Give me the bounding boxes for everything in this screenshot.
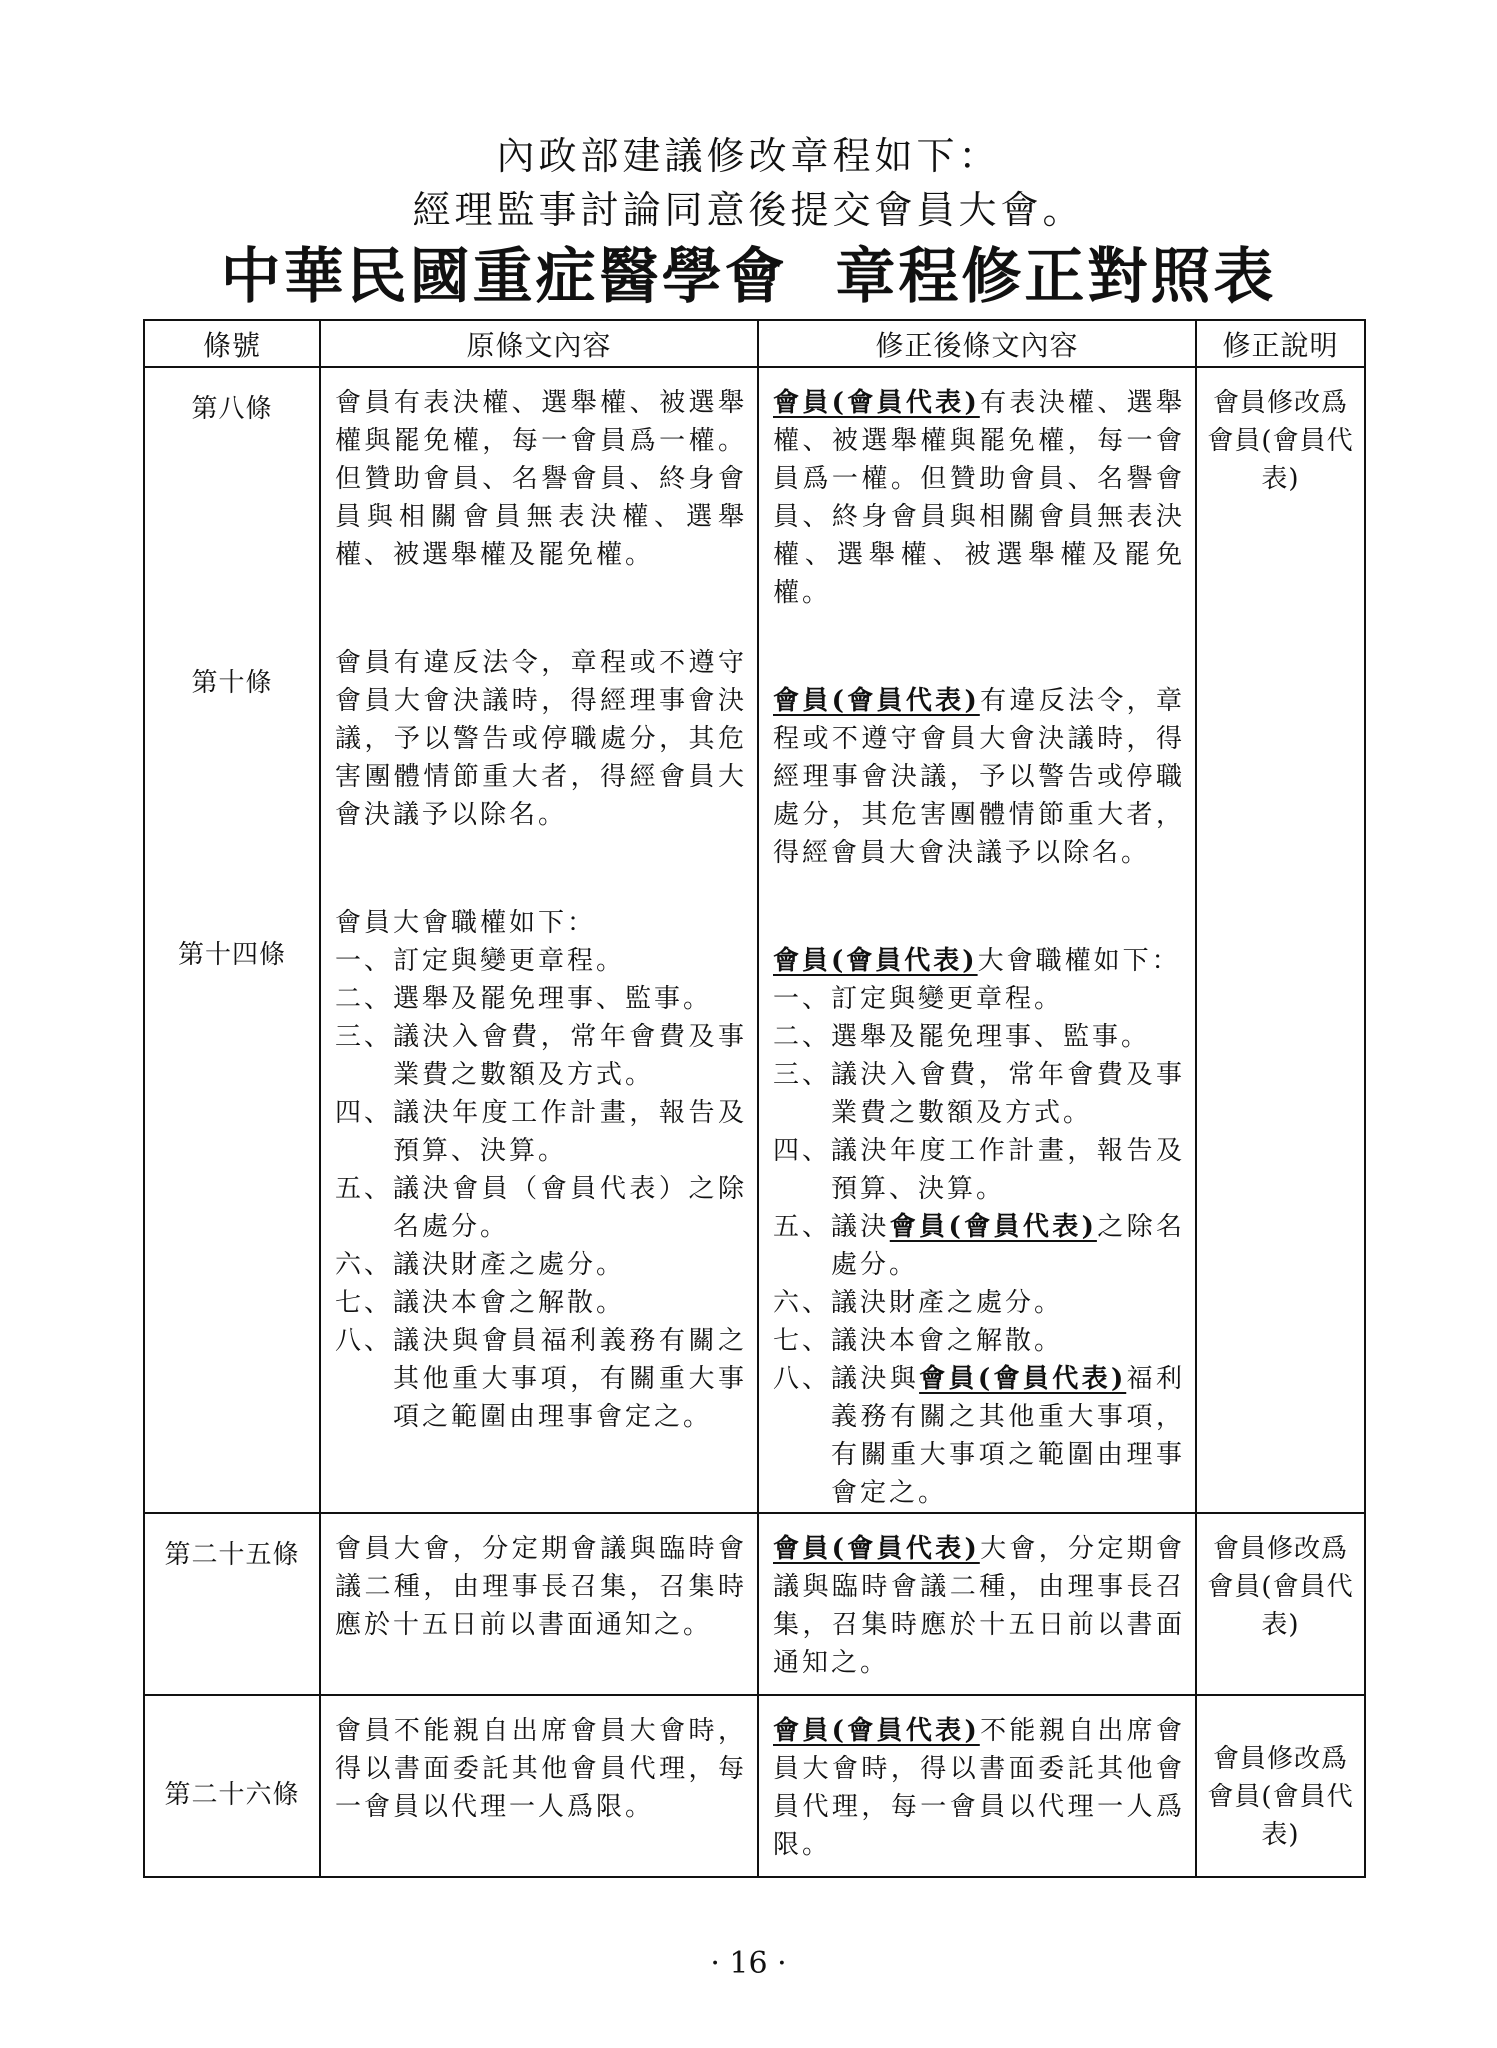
article-label-8: 第八條	[191, 394, 273, 424]
table-row	[144, 367, 1365, 1513]
list-item-text-pre: 訂定與變更章程。	[831, 984, 1064, 1014]
original-text-25: 會員大會，分定期會議與臨時會議二種，由理事長召集，召集時應於十五日前以書面通知之。	[335, 1534, 747, 1640]
revised-emphasis: 會員(會員代表)	[773, 388, 980, 418]
list-item-text	[831, 1208, 1185, 1284]
original-14-list	[335, 942, 747, 1436]
article-cell	[144, 367, 320, 1513]
list-item-text	[831, 1018, 1185, 1056]
column-header-original: 原條文內容	[320, 320, 758, 367]
list-item	[335, 980, 747, 1018]
list-item	[335, 942, 747, 980]
note-cell	[1196, 1695, 1365, 1877]
list-item-text: 訂定與變更章程。	[393, 946, 626, 976]
list-item	[335, 1284, 747, 1322]
original-text-14	[321, 888, 757, 1436]
list-item-number: 四、	[773, 1136, 832, 1166]
revised-emphasis: 會員(會員代表)	[919, 1364, 1127, 1394]
list-item	[773, 980, 1185, 1018]
list-item-number: 五、	[335, 1174, 394, 1204]
column-header-revised: 修正後條文內容	[758, 320, 1196, 367]
list-item-number: 五、	[773, 1212, 832, 1242]
list-item	[335, 1170, 747, 1246]
revised-text-body: 大會，分定期會議與臨時會議二種，由理事長召集，召集時應於十五日前以書面通知之。	[773, 1534, 1185, 1678]
list-item-number: 八、	[335, 1326, 394, 1356]
article-label-14: 第十四條	[177, 940, 286, 970]
note-text-8: 會員修改爲會員(會員代表)	[1207, 388, 1354, 494]
revised-emphasis: 會員(會員代表)	[773, 686, 980, 716]
list-item-text-pre: 議決	[831, 1212, 890, 1242]
original-text-8: 會員有表決權、選舉權、被選舉權與罷免權，每一會員爲一權。但贊助會員、名譽會員、終身會員與相關會員無表決權、選舉權、被選舉權及罷免權。	[335, 388, 747, 570]
list-item-number: 二、	[773, 1022, 832, 1052]
revised-text-body: 不能親自出席會員大會時，得以書面委託其他會員代理，每一會員以代理一人爲限。	[773, 1716, 1185, 1860]
revised-emphasis: 會員(會員代表)	[773, 1716, 980, 1746]
list-item-text	[831, 1056, 1185, 1132]
comparison-table	[143, 319, 1366, 1878]
list-item	[773, 1208, 1185, 1284]
list-item-text-pre: 議決與	[831, 1364, 920, 1394]
article-cell	[144, 1695, 320, 1877]
revised-text-8	[759, 368, 1195, 612]
original-text-10: 會員有違反法令，章程或不遵守會員大會決議時，得經理事會決議，予以警告或停職處分，其危害團體情節重大者，得經會員大會決議予以除名。	[335, 648, 747, 830]
list-item-text-pre: 議決入會費，常年會費及事業費之數額及方式。	[831, 1060, 1185, 1128]
list-item-text-pre: 議決財產之處分。	[831, 1288, 1064, 1318]
revised-text-body: 有違反法令，章程或不遵守會員大會決議時，得經理事會決議，予以警告或停職處分，其危害團體情節重大者，得經會員大會決議予以除名。	[773, 686, 1185, 868]
revised-emphasis: 會員(會員代表)	[773, 1534, 980, 1564]
list-item-text	[831, 1360, 1185, 1512]
list-item	[335, 1322, 747, 1436]
list-item-text	[831, 1132, 1185, 1208]
column-header-note: 修正說明	[1196, 320, 1365, 367]
list-item-number: 一、	[335, 946, 394, 976]
list-item	[773, 1284, 1185, 1322]
list-item-number: 三、	[335, 1022, 394, 1052]
list-item	[335, 1018, 747, 1094]
table-row	[144, 1513, 1365, 1695]
article-label-26: 第二十六條	[164, 1780, 300, 1810]
list-item-text: 議決本會之解散。	[393, 1288, 626, 1318]
revised-text-body: 大會職權如下：	[977, 946, 1181, 976]
list-item-number: 七、	[335, 1288, 394, 1318]
revised-text-25	[759, 1514, 1195, 1682]
list-item-number: 一、	[773, 984, 832, 1014]
table-header-row	[144, 320, 1365, 367]
list-item-text-pre: 議決本會之解散。	[831, 1326, 1064, 1356]
list-item-number: 七、	[773, 1326, 832, 1356]
note-text-25: 會員修改爲會員(會員代表)	[1207, 1534, 1354, 1640]
list-item-text-post: 之除名處分。	[831, 1212, 1185, 1280]
note-text-26: 會員修改爲會員(會員代表)	[1207, 1744, 1354, 1850]
column-header-article: 條號	[144, 320, 320, 367]
subtitle-board-approval: 經理監事討論同意後提交會員大會。	[412, 188, 1085, 232]
document-title: 中華民國重症醫學會 章程修正對照表	[220, 242, 1277, 312]
revised-text-10	[759, 666, 1195, 872]
table-row	[144, 1695, 1365, 1877]
revised-14-list	[773, 980, 1185, 1512]
list-item-text: 議決入會費，常年會費及事業費之數額及方式。	[393, 1022, 747, 1090]
list-item	[773, 1322, 1185, 1360]
list-item-text	[831, 980, 1185, 1018]
list-item-number: 八、	[773, 1364, 832, 1394]
revised-text-body: 有表決權、選舉權、被選舉權與罷免權，每一會員爲一權。但贊助會員、名譽會員、終身會員與相關會員無表決權、選舉權、被選舉權及罷免權。	[773, 388, 1185, 608]
list-item-number: 六、	[335, 1250, 394, 1280]
revised-emphasis: 會員(會員代表)	[773, 946, 978, 976]
revised-emphasis: 會員(會員代表)	[889, 1212, 1097, 1242]
list-item-text	[831, 1322, 1185, 1360]
revised-text-cell	[758, 1695, 1196, 1877]
list-item-number: 六、	[773, 1288, 832, 1318]
original-14-intro: 會員大會職權如下：	[335, 908, 597, 938]
note-cell	[1196, 367, 1365, 1513]
list-item-number: 四、	[335, 1098, 394, 1128]
list-item-text-pre: 選舉及罷免理事、監事。	[831, 1022, 1151, 1052]
list-item-text-post: 福利義務有關之其他重大事項，有關重大事項之範圍由理事會定之。	[831, 1364, 1185, 1508]
revised-text-cell	[758, 1513, 1196, 1695]
list-item-text: 選舉及罷免理事、監事。	[393, 984, 713, 1014]
revised-14-intro	[773, 942, 1185, 980]
list-item-number: 三、	[773, 1060, 832, 1090]
subtitle-ministry-suggestion: 內政部建議修改章程如下：	[496, 134, 1001, 178]
note-cell	[1196, 1513, 1365, 1695]
revised-text-26	[759, 1696, 1195, 1864]
original-text-cell	[320, 1513, 758, 1695]
list-item-text: 議決會員（會員代表）之除名處分。	[393, 1174, 747, 1242]
revised-text-cell	[758, 367, 1196, 1513]
original-text-cell	[320, 1695, 758, 1877]
list-item	[335, 1094, 747, 1170]
article-label-25: 第二十五條	[164, 1540, 300, 1570]
list-item	[773, 1360, 1185, 1512]
article-label-10: 第十條	[191, 668, 273, 698]
list-item	[773, 1132, 1185, 1208]
list-item-text: 議決與會員福利義務有關之其他重大事項，有關重大事項之範圍由理事會定之。	[393, 1326, 747, 1432]
page-number: · 16 ·	[710, 1946, 787, 1981]
list-item	[335, 1246, 747, 1284]
list-item	[773, 1056, 1185, 1132]
original-text-26: 會員不能親自出席會員大會時，得以書面委託其他會員代理，每一會員以代理一人爲限。	[335, 1716, 747, 1822]
list-item	[773, 1018, 1185, 1056]
revised-text-14	[759, 926, 1195, 1512]
article-cell	[144, 1513, 320, 1695]
original-text-cell	[320, 367, 758, 1513]
list-item-text-pre: 議決年度工作計畫，報告及預算、決算。	[831, 1136, 1185, 1204]
list-item-text: 議決財產之處分。	[393, 1250, 626, 1280]
list-item-text: 議決年度工作計畫，報告及預算、決算。	[393, 1098, 747, 1166]
list-item-number: 二、	[335, 984, 394, 1014]
list-item-text	[831, 1284, 1185, 1322]
